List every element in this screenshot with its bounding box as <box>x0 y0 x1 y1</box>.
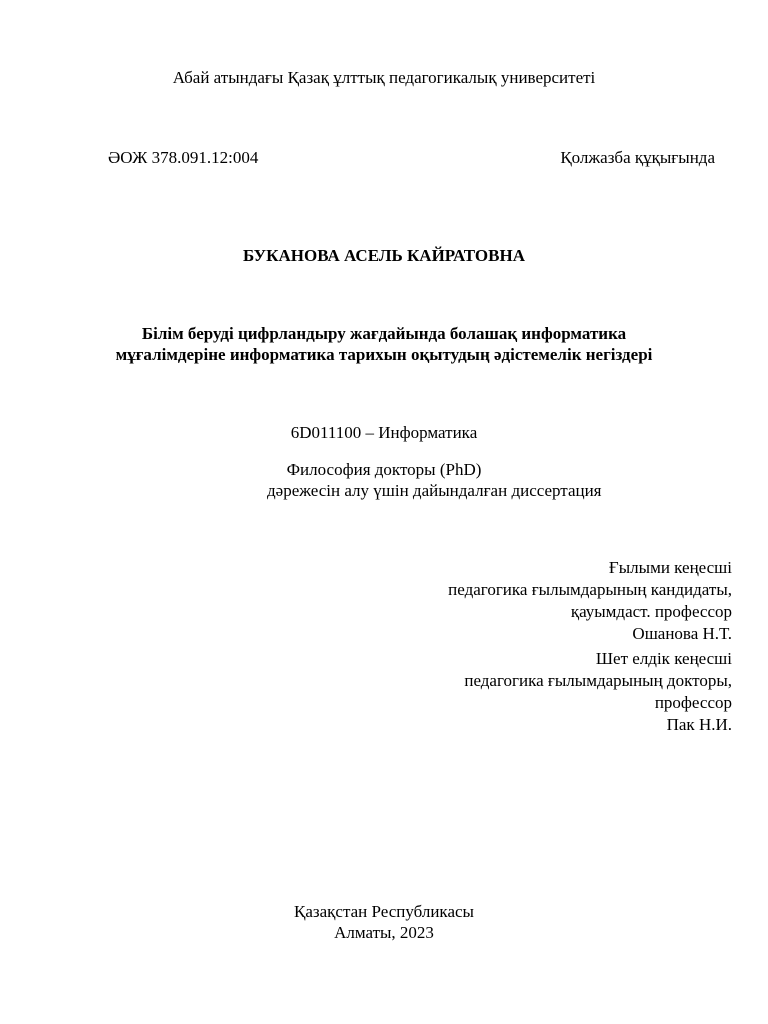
author-name: БУКАНОВА АСЕЛЬ КАЙРАТОВНА <box>243 246 525 265</box>
dissertation-title-line-1: Білім беруді цифрландыру жағдайында болашақ информатика <box>141 324 627 343</box>
foreign-advisor-role: Шет елдік кеңесші <box>595 649 732 668</box>
footer-city-year: Алматы, 2023 <box>334 923 434 942</box>
university-name: Абай атындағы Қазақ ұлттық педагогикалық университеті <box>172 68 596 87</box>
udc-code: ӘОЖ 378.091.12:004 <box>108 148 259 167</box>
dissertation-title-line-2: мұғалімдеріне информатика тарихын оқытудың әдістемелік негіздері <box>115 345 653 364</box>
supervisor-role: Ғылыми кеңесші <box>608 558 732 577</box>
specialty: 6D011100 – Информатика <box>290 423 478 442</box>
supervisor-block <box>448 557 732 645</box>
supervisor-degree: педагогика ғылымдарының кандидаты, <box>448 580 732 599</box>
degree-line-1: Философия докторы (PhD) <box>286 460 482 479</box>
footer-country: Қазақстан Республикасы <box>294 902 474 921</box>
foreign-advisor-title: профессор <box>654 693 732 712</box>
degree-line-2: дәрежесін алу үшін дайындалған диссертация <box>267 481 602 500</box>
supervisor-title: қауымдаст. профессор <box>570 602 732 621</box>
foreign-advisor-degree: педагогика ғылымдарының докторы, <box>464 671 732 690</box>
manuscript-rights: Қолжазба құқығында <box>560 148 715 167</box>
foreign-advisor-name: Пак Н.И. <box>666 715 732 734</box>
supervisor-name: Ошанова Н.Т. <box>632 624 732 643</box>
foreign-advisor-block <box>464 648 732 736</box>
